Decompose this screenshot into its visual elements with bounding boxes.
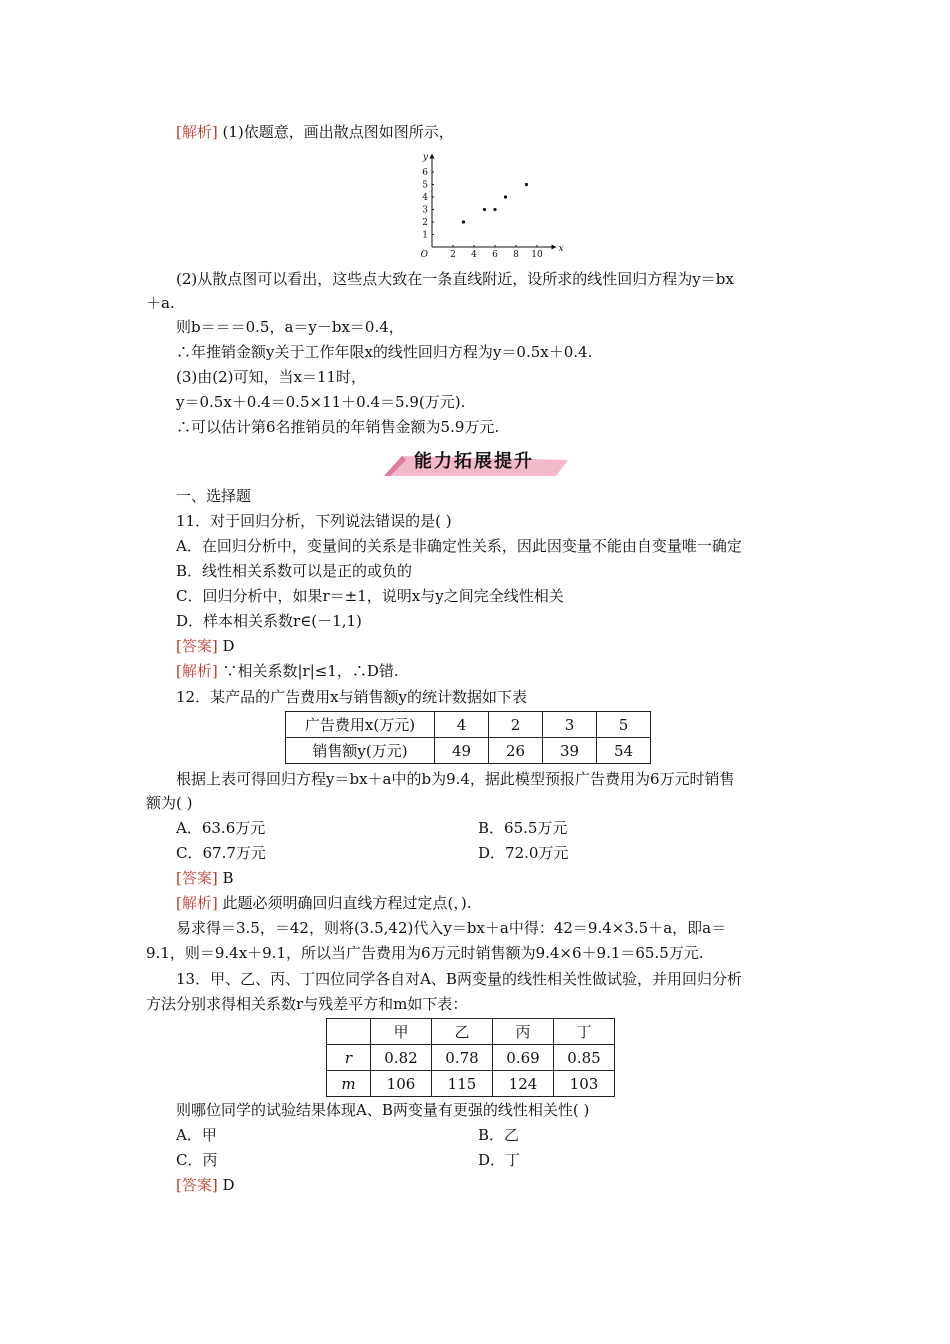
q12-para-1: 根据上表可得回归方程y＝bx＋a中的b为9.4，据此模型预报广告费用为6万元时销售 bbox=[176, 770, 735, 788]
table-cell: 4 bbox=[435, 712, 489, 738]
table-cell: m bbox=[327, 1071, 371, 1097]
scatter-axes bbox=[430, 154, 557, 250]
answer-tag: [答案] bbox=[176, 869, 218, 887]
table-row bbox=[327, 1019, 615, 1045]
table-cell: 0.69 bbox=[493, 1045, 554, 1071]
answer-value: D bbox=[217, 1176, 235, 1194]
scatter-point bbox=[504, 195, 507, 198]
table-cell: 广告费用x(万元) bbox=[286, 712, 435, 738]
table-row bbox=[286, 712, 651, 738]
table-cell: 丁 bbox=[554, 1019, 615, 1045]
q11-option-b: B．线性相关系数可以是正的或负的 bbox=[176, 562, 413, 580]
q13-stem-2: 方法分别求得相关系数r与残差平方和m如下表： bbox=[146, 995, 468, 1013]
x-tick-label: 6 bbox=[492, 250, 498, 260]
analysis-text: ∵相关系数|r|≤1，∴D错. bbox=[217, 662, 399, 680]
table-row bbox=[327, 1045, 615, 1071]
y-axis-arrow-icon bbox=[430, 154, 435, 159]
scatter-ticks bbox=[421, 153, 564, 261]
q11-option-a: A．在回归分析中，变量间的关系是非确定性关系，因此因变量不能由自变量唯一确定 bbox=[176, 537, 742, 555]
q13-para-1: 则哪位同学的试验结果体现A、B两变量有更强的线性相关性( ) bbox=[176, 1101, 590, 1119]
scatter-point bbox=[525, 183, 528, 186]
scatter-point bbox=[483, 208, 486, 211]
y-tick-label: 6 bbox=[422, 168, 428, 178]
q12-explanation-2: 易求得＝3.5，＝42，则将(3.5,42)代入y＝bx＋a中得：42＝9.4×3.5＋a，即a＝ bbox=[176, 919, 727, 937]
table-cell: 销售额y(万元) bbox=[286, 738, 435, 764]
q12-explanation bbox=[176, 892, 471, 914]
x-tick-label: 10 bbox=[531, 250, 543, 260]
table-cell: r bbox=[327, 1045, 371, 1071]
table-cell: 0.78 bbox=[432, 1045, 493, 1071]
para-2: (2)从散点图可以看出，这些点大致在一条直线附近，设所求的线性回归方程为y＝bx bbox=[176, 270, 734, 288]
table-cell: 39 bbox=[543, 738, 597, 764]
origin-label: O bbox=[420, 250, 428, 260]
para-5: (3)由(2)可知，当x＝11时， bbox=[176, 368, 367, 386]
q12-para-2: 额为( ) bbox=[146, 794, 193, 812]
q13-option-b: B．乙 bbox=[478, 1126, 520, 1144]
q12-option-c: C．67.7万元 bbox=[176, 844, 266, 862]
q12-option-a: A．63.6万元 bbox=[176, 819, 266, 837]
y-tick-label: 2 bbox=[422, 218, 428, 228]
q12-option-d: D．72.0万元 bbox=[478, 844, 569, 862]
table-cell: 甲 bbox=[371, 1019, 432, 1045]
table-cell: 26 bbox=[489, 738, 543, 764]
table-cell: 2 bbox=[489, 712, 543, 738]
answer-tag: [答案] bbox=[176, 637, 218, 655]
q12-stem: 12．某产品的广告费用x与销售额y的统计数据如下表 bbox=[176, 688, 528, 706]
para-7: ∴可以估计第6名推销员的年销售金额为5.9万元. bbox=[176, 418, 500, 436]
x-tick-label: 8 bbox=[513, 250, 519, 260]
scatter-plot bbox=[412, 148, 572, 260]
analysis-tag: [解析] bbox=[176, 894, 218, 912]
answer-value: D bbox=[217, 637, 235, 655]
x-tick-label: 2 bbox=[450, 250, 456, 260]
y-axis-label: y bbox=[422, 152, 428, 163]
y-tick-label: 4 bbox=[422, 193, 428, 203]
table-cell: 103 bbox=[554, 1071, 615, 1097]
q11-answer bbox=[176, 635, 235, 657]
y-tick-label: 5 bbox=[422, 180, 428, 191]
analysis-tag: [解析] bbox=[176, 662, 218, 680]
q12-table bbox=[285, 711, 651, 764]
analysis-tag: [解析] bbox=[176, 123, 218, 141]
q12-option-b: B．65.5万元 bbox=[478, 819, 568, 837]
q11-option-d: D．样本相关系数r∈(－1,1) bbox=[176, 612, 362, 630]
q12-explanation-3: 9.1，则＝9.4x＋9.1，所以当广告费用为6万元时销售额为9.4×6＋9.1＝65.5万元. bbox=[146, 944, 704, 962]
table-row bbox=[286, 738, 651, 764]
table-cell: 115 bbox=[432, 1071, 493, 1097]
table-cell: 0.85 bbox=[554, 1045, 615, 1071]
table-cell: 106 bbox=[371, 1071, 432, 1097]
scatter-points bbox=[462, 183, 528, 224]
q13-answer bbox=[176, 1174, 235, 1196]
q13-option-a: A．甲 bbox=[176, 1126, 217, 1144]
table-cell: 0.82 bbox=[371, 1045, 432, 1071]
x-axis-arrow-icon bbox=[552, 245, 557, 250]
para-3: 则b＝＝＝0.5，a＝y－bx＝0.4， bbox=[176, 318, 404, 336]
analysis-line-1 bbox=[176, 121, 454, 143]
analysis-text: 此题必须明确回归直线方程过定点(，). bbox=[217, 894, 472, 912]
para-4: ∴年推销金额y关于工作年限x的线性回归方程为y＝0.5x＋0.4. bbox=[176, 343, 593, 361]
q13-option-c: C．丙 bbox=[176, 1151, 218, 1169]
scatter-point bbox=[493, 208, 496, 211]
q12-answer bbox=[176, 867, 234, 889]
x-tick-label: 4 bbox=[471, 250, 477, 260]
analysis-text: (1)依题意，画出散点图如图所示， bbox=[217, 123, 454, 141]
table-cell: 3 bbox=[543, 712, 597, 738]
q13-stem-1: 13．甲、乙、丙、丁四位同学各自对A、B两变量的线性相关性做试验，并用回归分析 bbox=[176, 970, 742, 988]
section-banner bbox=[378, 450, 570, 478]
section-heading: 一、选择题 bbox=[176, 487, 252, 505]
q11-stem: 11．对于回归分析，下列说法错误的是( ) bbox=[176, 512, 452, 530]
table-row bbox=[327, 1071, 615, 1097]
table-cell bbox=[327, 1019, 371, 1045]
q11-explanation bbox=[176, 660, 399, 682]
y-tick-label: 1 bbox=[422, 230, 428, 241]
scatter-point bbox=[462, 220, 465, 223]
table-cell: 5 bbox=[597, 712, 651, 738]
table-cell: 丙 bbox=[493, 1019, 554, 1045]
table-cell: 乙 bbox=[432, 1019, 493, 1045]
q13-option-d: D．丁 bbox=[478, 1151, 521, 1169]
q11-option-c: C．回归分析中，如果r＝±1，说明x与y之间完全线性相关 bbox=[176, 587, 564, 605]
para-2-cont: ＋a. bbox=[146, 294, 175, 312]
para-6: y＝0.5x＋0.4＝0.5×11＋0.4＝5.9(万元). bbox=[176, 393, 466, 411]
table-cell: 124 bbox=[493, 1071, 554, 1097]
banner-title: 能力拓展提升 bbox=[414, 451, 534, 472]
table-cell: 49 bbox=[435, 738, 489, 764]
answer-tag: [答案] bbox=[176, 1176, 218, 1194]
y-tick-label: 3 bbox=[422, 205, 428, 216]
x-axis-label: x bbox=[558, 244, 564, 254]
table-cell: 54 bbox=[597, 738, 651, 764]
answer-value: B bbox=[217, 869, 234, 887]
q13-table bbox=[326, 1018, 615, 1097]
